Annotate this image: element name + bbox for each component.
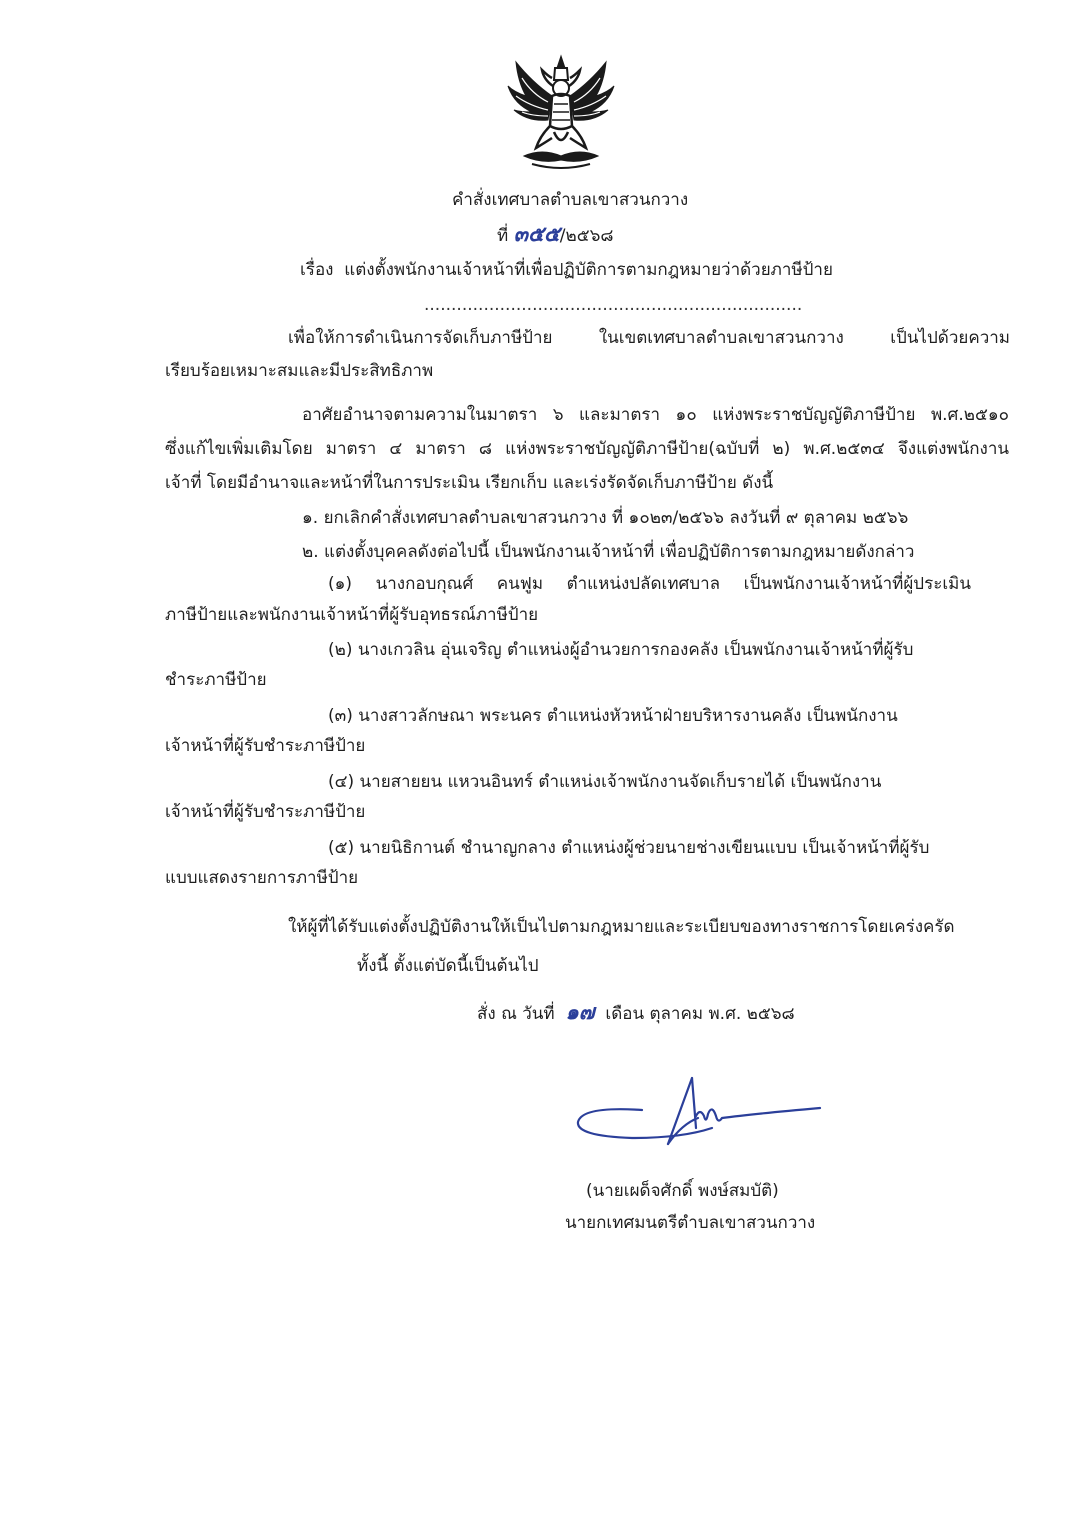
subject-line: [300, 259, 833, 281]
person-2-line2: ชำระภาษีป้าย: [165, 670, 267, 690]
handwritten-signature-icon: [572, 1072, 832, 1162]
date-suffix: เดือน ตุลาคม พ.ศ. ๒๕๖๘: [605, 1004, 795, 1024]
para2-line1: อาศัยอำนาจตามความในมาตรา ๖ และมาตรา ๑๐ แห่งพระราชบัญญัติภาษีป้าย พ.ศ.๒๕๑๐: [302, 405, 1009, 425]
garuda-emblem-icon: [502, 52, 620, 172]
handwritten-day: ๑๗: [565, 1000, 595, 1024]
separator: ......................................................................: [424, 295, 803, 315]
signatory-position: นายกเทศมนตรีตำบลเขาสวนกวาง: [565, 1213, 816, 1233]
para1-line1: เพื่อให้การดำเนินการจัดเก็บภาษีป้าย ในเขตเทศบาลตำบลเขาสวนกวาง เป็นไปด้วยความ: [288, 328, 1010, 348]
item-1: ๑. ยกเลิกคำสั่งเทศบาลตำบลเขาสวนกวาง ที่ ๑๐๒๓/๒๕๖๖ ลงวันที่ ๙ ตุลาคม ๒๕๖๖: [302, 508, 909, 528]
dateline: [477, 1001, 795, 1025]
para4: ทั้งนี้ ตั้งแต่บัดนี้เป็นต้นไป: [357, 956, 539, 976]
person-5-line1: (๕) นายนิธิกานต์ ชำนาญกลาง ตำแหน่งผู้ช่วยนายช่างเขียนแบบ เป็นเจ้าหน้าที่ผู้รับ: [328, 838, 930, 858]
order-number: [497, 223, 614, 247]
date-prefix: สั่ง ณ วันที่: [477, 1004, 555, 1024]
person-5-line2: แบบแสดงรายการภาษีป้าย: [165, 868, 359, 888]
order-title: คำสั่งเทศบาลตำบลเขาสวนกวาง: [452, 190, 689, 210]
item-2: ๒. แต่งตั้งบุคคลดังต่อไปนี้ เป็นพนักงานเจ้าหน้าที่ เพื่อปฏิบัติการตามกฎหมายดังกล่าว: [302, 542, 915, 562]
para3: ให้ผู้ที่ได้รับแต่งตั้งปฏิบัติงานให้เป็นไปตามกฎหมายและระเบียบของทางราชการโดยเคร่งครัด: [288, 917, 955, 937]
para1-line2: เรียบร้อยเหมาะสมและมีประสิทธิภาพ: [165, 361, 434, 381]
person-3-line1: (๓) นางสาวลักษณา พระนคร ตำแหน่งหัวหน้าฝ่ายบริหารงานคลัง เป็นพนักงาน: [328, 706, 898, 726]
person-1-line2: ภาษีป้ายและพนักงานเจ้าหน้าที่ผู้รับอุทธรณ์ภาษีป้าย: [165, 605, 539, 625]
person-2-line1: (๒) นางเกวลิน อุ่นเจริญ ตำแหน่งผู้อำนวยการกองคลัง เป็นพนักงานเจ้าหน้าที่ผู้รับ: [328, 640, 914, 660]
subject-text: แต่งตั้งพนักงานเจ้าหน้าที่เพื่อปฏิบัติการตามกฎหมายว่าด้วยภาษีป้าย: [344, 260, 833, 280]
number-suffix: /๒๕๖๘: [559, 226, 614, 246]
person-3-line2: เจ้าหน้าที่ผู้รับชำระภาษีป้าย: [165, 736, 366, 756]
signatory-name: (นายเผด็จศักดิ์ พงษ์สมบัติ): [586, 1181, 779, 1201]
person-4-line1: (๔) นายสายยน แหวนอินทร์ ตำแหน่งเจ้าพนักงานจัดเก็บรายได้ เป็นพนักงาน: [328, 772, 882, 792]
person-4-line2: เจ้าหน้าที่ผู้รับชำระภาษีป้าย: [165, 802, 366, 822]
subject-label: เรื่อง: [300, 260, 334, 280]
person-1-line1: (๑) นางกอบกุณศ์ คนฟูม ตำแหน่งปลัดเทศบาล เป็นพนักงานเจ้าหน้าที่ผู้ประเมิน: [328, 574, 971, 594]
handwritten-number: ๓๕๕: [513, 222, 560, 246]
para2-line2: ซึ่งแก้ไขเพิ่มเติมโดย มาตรา ๔ มาตรา ๘ แห่งพระราชบัญญัติภาษีป้าย(ฉบับที่ ๒) พ.ศ.๒๕๓๔ จึงแต่งพนักงาน: [165, 439, 1009, 459]
para2-line3: เจ้าที่ โดยมีอำนาจและหน้าที่ในการประเมิน เรียกเก็บ และเร่งรัดจัดเก็บภาษีป้าย ดังนี้: [165, 473, 774, 493]
number-prefix: ที่: [497, 226, 509, 246]
